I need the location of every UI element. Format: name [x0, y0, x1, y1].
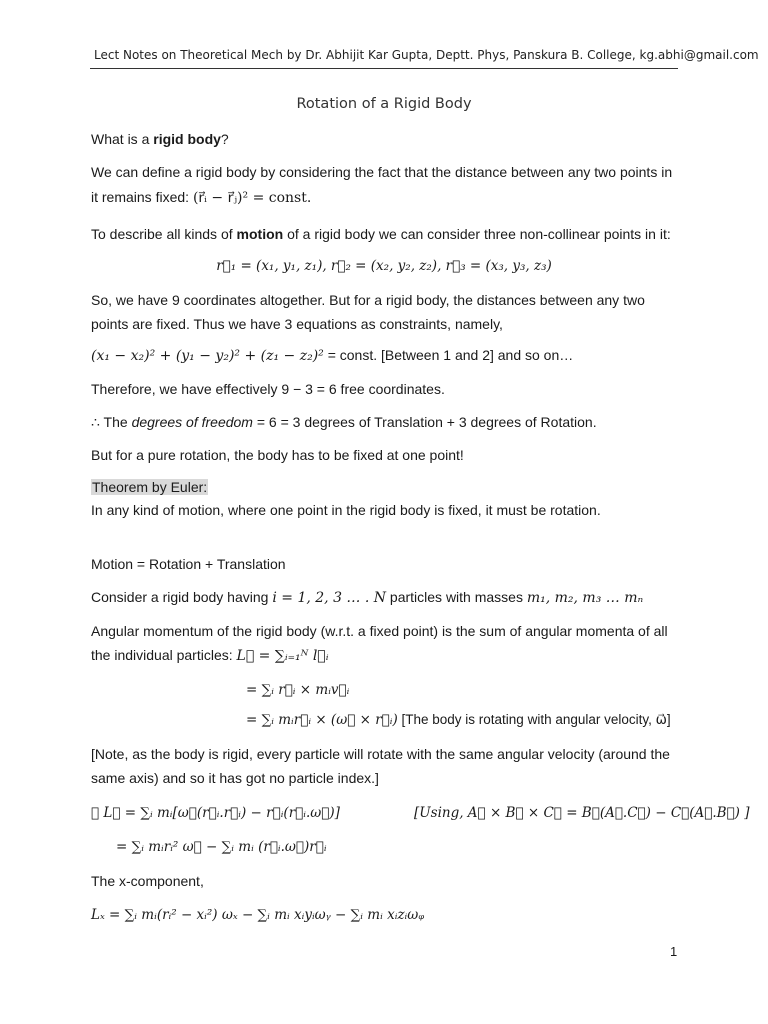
points-equation: r⃗₁ = (x₁, y₁, z₁), r⃗₂ = (x₂, y₂, z₂), r⃗₃ = (x₃, y₃, z₃): [216, 258, 552, 274]
paragraph-8-line-1: Angular momentum of the rigid body (w.r.t. a fixed point) is the sum of angular momenta of all: [91, 623, 668, 639]
x-component-label: The x-component,: [91, 873, 204, 889]
constraint-tail: = const. [Between 1 and 2] and so on…: [323, 347, 574, 363]
equation-L2: = ∑ᵢ r⃗ᵢ × mᵢv⃗ᵢ: [246, 682, 350, 698]
paragraph-7: [91, 589, 643, 606]
question-bold: rigid body: [153, 131, 221, 147]
vector-identity-text: [Using, A⃗ × B⃗ × C⃗ = B⃗(A⃗.C⃗) − C⃗(A⃗.B⃗) ]: [414, 805, 750, 821]
theorem-text: In any kind of motion, where one point in the rigid body is fixed, it must be rotation.: [91, 502, 601, 518]
particle-index-range: i = 1, 2, 3 … . N: [272, 590, 387, 606]
theorem-heading: [91, 479, 208, 495]
equation-L3-formula: = ∑ᵢ mᵢr⃗ᵢ × (ω⃗ × r⃗ᵢ): [246, 712, 398, 728]
question-line: [91, 131, 229, 147]
distance-formula: (r⃗ᵢ − r⃗ⱼ)² = const.: [192, 190, 312, 206]
particle-masses: m₁, m₂, m₃ … mₙ: [526, 590, 644, 606]
degrees-of-freedom-term: degrees of freedom: [131, 414, 253, 430]
paragraph-4: Therefore, we have effectively 9 − 3 = 6 free coordinates.: [91, 381, 445, 397]
paragraph-2-bold: motion: [236, 226, 284, 242]
vector-identity: [414, 805, 750, 821]
paragraph-1-line-1: We can define a rigid body by considering the fact that the distance between any two points in: [91, 164, 673, 180]
paragraph-1-prefix: it remains fixed:: [91, 189, 193, 205]
equation-L4: ∴ L⃗ = ∑ᵢ mᵢ[ω⃗(r⃗ᵢ.r⃗ᵢ) − r⃗ᵢ(r⃗ᵢ.ω⃗)]: [91, 805, 340, 821]
paragraph-7-mid: particles with masses: [386, 589, 527, 605]
page-header: Lect Notes on Theoretical Mech by Dr. Abhijit Kar Gupta, Deptt. Phys, Panskura B. College, kg.abhi@gmail.com: [94, 48, 759, 62]
motion-equation: Motion = Rotation + Translation: [91, 556, 286, 572]
paragraph-3-line-1: So, we have 9 coordinates altogether. But for a rigid body, the distances between any two: [91, 292, 645, 308]
paragraph-6: But for a pure rotation, the body has to be fixed at one point!: [91, 447, 464, 463]
paragraph-1-line-2: [91, 189, 311, 206]
paragraph-3-line-2: points are fixed. Thus we have 3 equations as constraints, namely,: [91, 316, 503, 332]
page-number: 1: [670, 944, 678, 959]
paragraph-8-prefix: the individual particles:: [91, 647, 237, 663]
paragraph-5-suffix: = 6 = 3 degrees of Translation + 3 degrees of Rotation.: [252, 414, 597, 430]
header-divider: [90, 68, 678, 69]
paragraph-2: [91, 226, 671, 242]
paragraph-2-prefix: To describe all kinds of: [91, 226, 237, 242]
paragraph-8-line-2: [91, 647, 329, 664]
constraint-formula: (x₁ − x₂)² + (y₁ − y₂)² + (z₁ − z₂)²: [91, 348, 324, 364]
equation-L3: [246, 712, 671, 728]
question-prefix: What is a: [91, 131, 154, 147]
equation-Lx: Lₓ = ∑ᵢ mᵢ(rᵢ² − xᵢ²) ωₓ − ∑ᵢ mᵢ xᵢyᵢωᵧ − ∑ᵢ mᵢ xᵢzᵢωᵩ: [91, 907, 425, 923]
paragraph-5: [91, 414, 597, 431]
constraint-equation: [91, 347, 573, 364]
paragraph-2-suffix: of a rigid body we can consider three non-collinear points in it:: [283, 226, 671, 242]
angular-momentum-sum: L⃗ = ∑ᵢ₌₁ᴺ l⃗ᵢ: [236, 648, 329, 664]
equation-L5: = ∑ᵢ mᵢrᵢ² ω⃗ − ∑ᵢ mᵢ (r⃗ᵢ.ω⃗)r⃗ᵢ: [116, 839, 327, 855]
note-line-2: same axis) and so it has got no particle index.]: [91, 770, 379, 786]
theorem-heading-text: Theorem by Euler:: [92, 479, 208, 495]
note-line-1: [Note, as the body is rigid, every particle will rotate with the same angular velocity (around the: [91, 746, 670, 762]
paragraph-7-prefix: Consider a rigid body having: [91, 589, 273, 605]
page-title: Rotation of a Rigid Body: [296, 96, 472, 112]
paragraph-5-prefix: ∴ The: [91, 414, 132, 430]
equation-L3-note: [The body is rotating with angular velocity, ω⃗]: [397, 712, 671, 727]
question-suffix: ?: [220, 131, 229, 147]
